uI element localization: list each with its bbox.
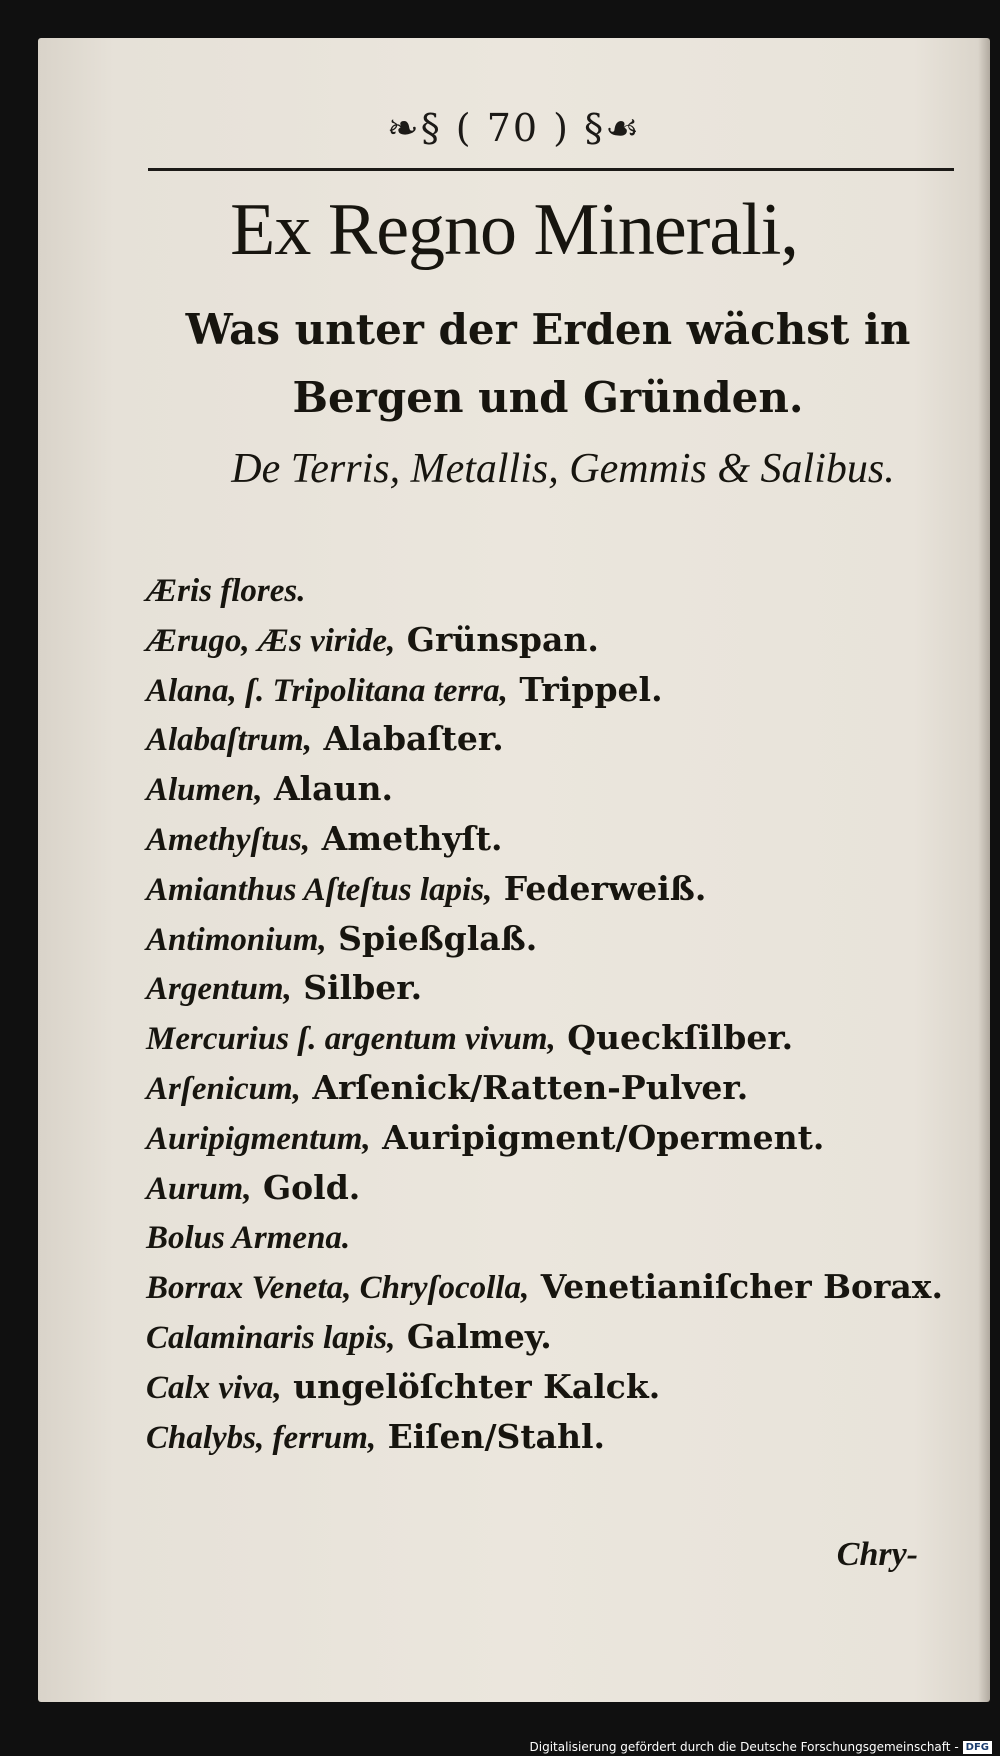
page-number	[38, 106, 990, 150]
entry-german-name: Arſenick/Ratten-Pulver.	[300, 1067, 749, 1107]
entry-german-name: Spießglaß.	[326, 918, 538, 958]
mineral-entry-list	[146, 566, 966, 1462]
entry-latin-name: Alumen,	[146, 772, 263, 809]
mineral-entry	[146, 1213, 966, 1263]
entry-latin-name: Argentum,	[146, 971, 292, 1008]
header-ornament-right: §☙	[584, 106, 642, 150]
mineral-entry	[146, 566, 966, 616]
page-subtitle: Was unter der Erden wächst in Bergen und Gründen.	[185, 305, 911, 422]
page-edge-shadow	[978, 38, 990, 1702]
mineral-entry	[146, 915, 966, 965]
footer-credit: Digitalisierung gefördert durch die Deutsche Forschungsgemeinschaft -	[529, 1740, 959, 1754]
header-rule	[148, 168, 954, 171]
mineral-entry	[146, 1014, 966, 1064]
entry-german-name: Auripigment/Operment.	[370, 1117, 825, 1157]
entry-german-name: Amethyſt.	[310, 818, 503, 858]
entry-latin-name: Calx viva,	[146, 1369, 282, 1406]
page-title: Ex Regno Minerali,	[230, 189, 798, 271]
entry-german-name: Alabaſter.	[311, 719, 504, 759]
entry-latin-name: Æris flores.	[146, 573, 306, 609]
mineral-entry	[146, 616, 966, 666]
entry-german-name: Venetianiſcher Borax.	[529, 1267, 943, 1307]
mineral-entry	[146, 1313, 966, 1363]
page-number-text: ( 70 )	[455, 106, 570, 150]
entry-german-name: Eiſen/Stahl.	[376, 1416, 606, 1456]
mineral-entry	[146, 964, 966, 1014]
catchword: Chry-	[836, 1536, 918, 1573]
entry-latin-name: Borrax Veneta, Chryſocolla,	[146, 1270, 530, 1307]
entry-german-name: ungelöſchter Kalck.	[281, 1366, 661, 1406]
book-page	[38, 38, 990, 1702]
mineral-entry	[146, 765, 966, 815]
entry-german-name: Silber.	[291, 968, 423, 1008]
entry-german-name: Trippel.	[507, 669, 663, 709]
mineral-entry	[146, 1114, 966, 1164]
entry-latin-name: Alana, ſ. Tripolitana terra,	[146, 672, 508, 709]
digitization-footer	[530, 1740, 993, 1754]
mineral-entry	[146, 715, 966, 765]
entry-latin-name: Calaminaris lapis,	[146, 1319, 396, 1356]
mineral-entry	[146, 1413, 966, 1463]
mineral-entry	[146, 1064, 966, 1114]
mineral-entry	[146, 1164, 966, 1214]
entry-latin-name: Ærugo, Æs viride,	[146, 622, 396, 659]
mineral-entry	[146, 1263, 966, 1313]
dfg-logo: DFG	[963, 1741, 992, 1754]
mineral-entry	[146, 865, 966, 915]
entry-german-name: Gold.	[251, 1167, 361, 1207]
entry-german-name: Queckſilber.	[555, 1018, 794, 1058]
entry-latin-name: Auripigmentum,	[146, 1120, 371, 1157]
entry-german-name: Alaun.	[262, 769, 393, 809]
entry-german-name: Grünspan.	[395, 619, 599, 659]
mineral-entry	[146, 815, 966, 865]
header-ornament-left: ❧§	[386, 106, 442, 150]
latin-heading: De Terris, Metallis, Gemmis & Salibus.	[231, 446, 895, 492]
entry-latin-name: Chalybs, ferrum,	[146, 1419, 377, 1456]
mineral-entry	[146, 666, 966, 716]
mineral-entry	[146, 1363, 966, 1413]
entry-latin-name: Arſenicum,	[146, 1070, 301, 1107]
entry-latin-name: Antimonium,	[146, 921, 327, 958]
entry-latin-name: Mercurius ſ. argentum vivum,	[146, 1021, 556, 1058]
entry-latin-name: Aurum,	[146, 1170, 252, 1207]
entry-latin-name: Amianthus Aſteſtus lapis,	[146, 871, 493, 908]
entry-german-name: Federweiß.	[492, 868, 707, 908]
entry-german-name: Galmey.	[395, 1316, 552, 1356]
entry-latin-name: Amethyſtus,	[146, 821, 311, 858]
entry-latin-name: Bolus Armena.	[146, 1220, 351, 1257]
entry-latin-name: Alabaſtrum,	[146, 722, 312, 759]
